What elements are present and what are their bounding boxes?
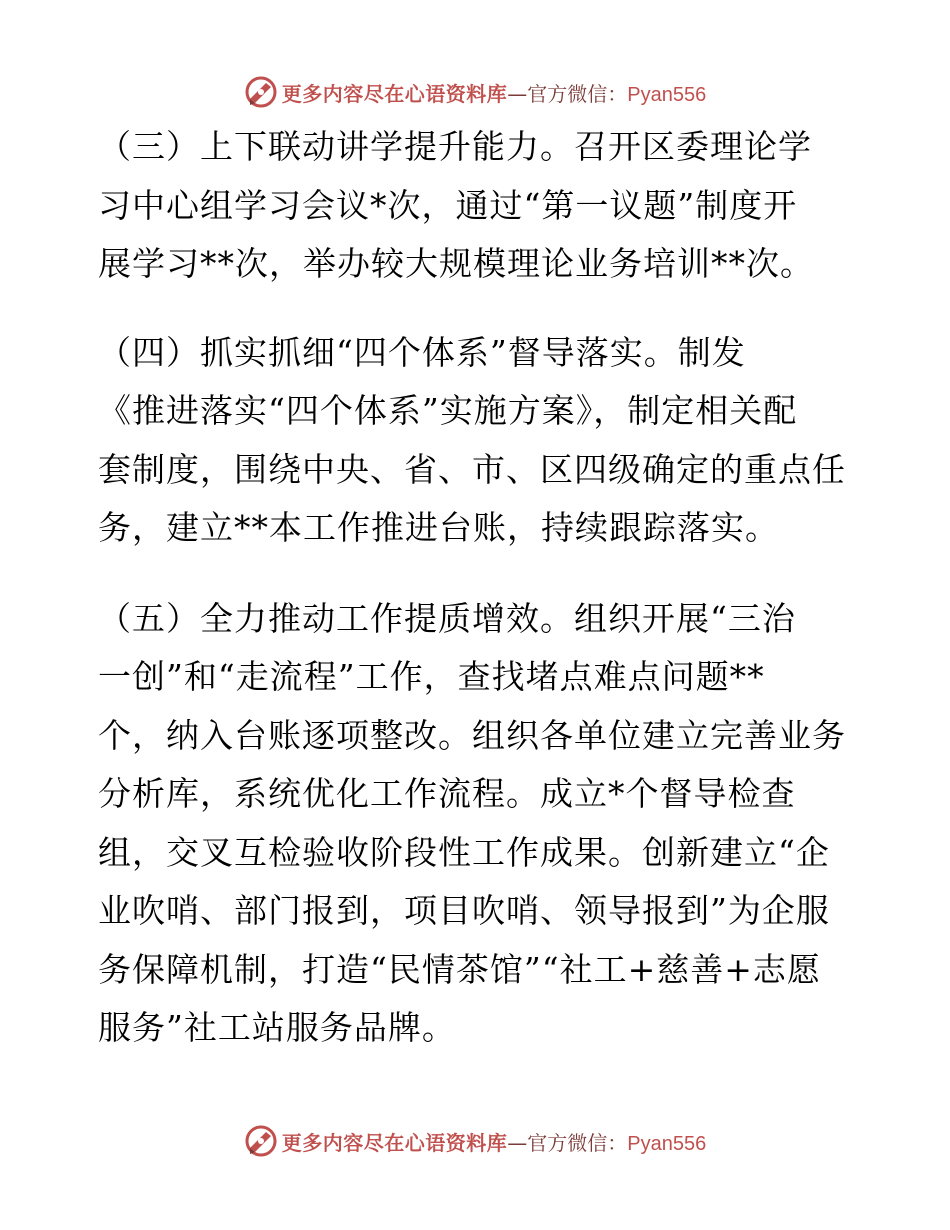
text-line: 业吹哨、部门报到，项目吹哨、领导报到”为企服: [98, 891, 830, 930]
text-line: （五）全力推动工作提质增效。组织开展“三治: [98, 598, 796, 638]
text-line: 服务”社工站服务品牌。: [98, 1008, 456, 1047]
text-line: 习中心组学习会议*次，通过“第一议题”制度开: [98, 185, 798, 225]
text-line: 展学习**次，举办较大规模理论业务培训**次。: [98, 244, 814, 283]
text-line: 组，交叉互检验收阶段性工作成果。创新建立“企: [98, 832, 830, 872]
watermark-wechat-id: Pyan556: [627, 1132, 707, 1155]
watermark-wechat-label: 官方微信：: [527, 81, 628, 106]
watermark-wechat-id: Pyan556: [627, 83, 707, 106]
paragraph-4: [98, 324, 858, 558]
watermark-dash: —: [507, 81, 528, 106]
text-line: 务保障机制，打造“民情茶馆”“社工+慈善+志愿: [98, 949, 821, 989]
text-line: 《推进落实“四个体系”实施方案》，制定相关配: [98, 391, 798, 430]
text-line: 一创”和“走流程”工作，查找堵点难点问题**: [98, 657, 765, 696]
footer-watermark: [0, 1121, 950, 1161]
text-line: （四）抓实抓细“四个体系”督导落实。制发: [98, 332, 746, 372]
text-line: 套制度，围绕中央、省、市、区四级确定的重点任: [98, 449, 846, 489]
watermark-text: 更多内容尽在心语资料库: [281, 1130, 508, 1155]
text-line: 分析库，系统优化工作流程。成立*个督导检查: [98, 774, 796, 813]
watermark-wechat-label: 官方微信：: [527, 1130, 628, 1155]
document-body: [98, 118, 858, 1088]
text-line: 务，建立**本工作推进台账，持续跟踪落实。: [98, 508, 779, 547]
header-watermark: [0, 72, 950, 112]
paragraph-3: [98, 118, 858, 294]
text-line: （三）上下联动讲学提升能力。召开区委理论学: [98, 127, 812, 166]
paragraph-5: [98, 590, 858, 1058]
text-line: 个，纳入台账逐项整改。组织各单位建立完善业务: [98, 715, 846, 755]
watermark-text: 更多内容尽在心语资料库: [281, 81, 508, 106]
pen-logo-icon: [244, 75, 278, 109]
watermark-dash: —: [507, 1130, 528, 1155]
pen-logo-icon: [244, 1124, 278, 1158]
